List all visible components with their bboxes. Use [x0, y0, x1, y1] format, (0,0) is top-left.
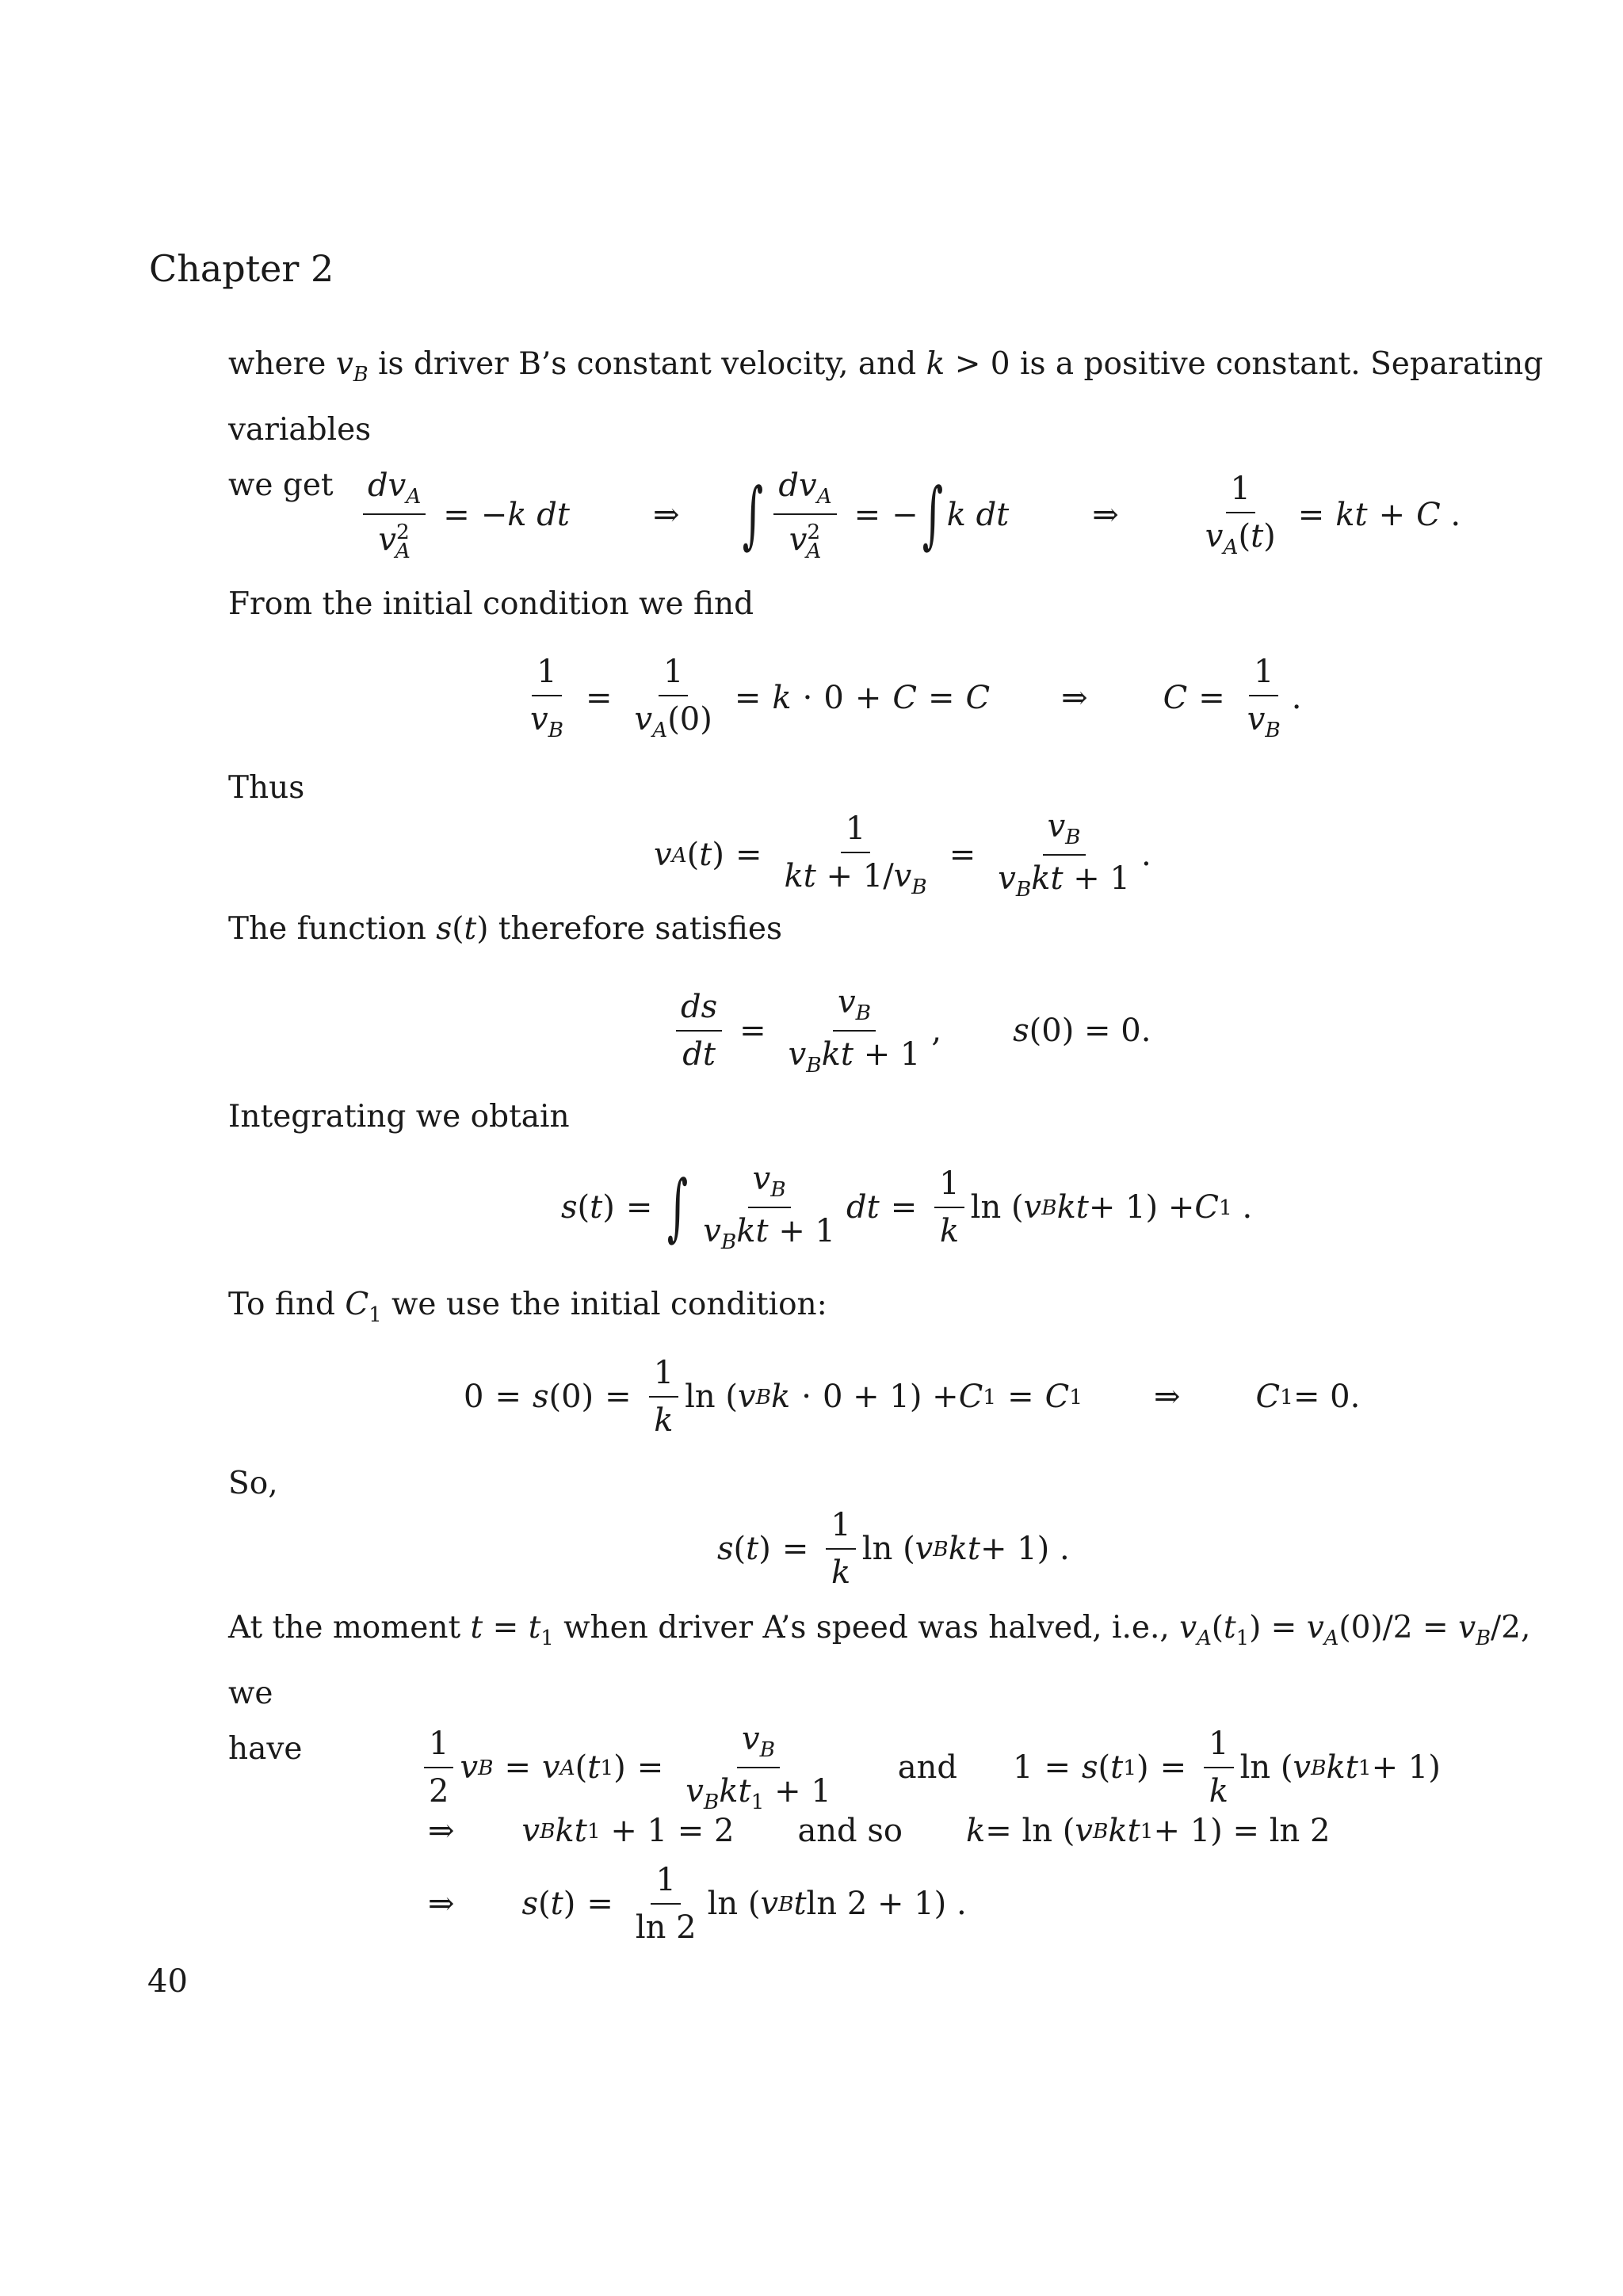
equation-constant-c: $\frac{1}{v_B}$ = $\frac{1}{v_A(0)}$ = k · 0 + C = C ⇒ C = $\frac{1}{v_B}$ .: [530, 654, 1302, 743]
paragraph-separating-variables: where $v_B$ is driver B’s constant velocity, and k > 0 is a positive constant. Separating variables we get: [228, 346, 1544, 503]
paragraph-find-c1: To find $C_1$ we use the initial condition:: [228, 1287, 827, 1327]
equation-halved-line2: ⇒ v B kt 1 + 1 = 2 and so k = ln ( v B kt 1 + 1) = ln 2: [428, 1813, 1331, 1849]
paragraph-function-s: The function s(t) therefore satisfies: [228, 911, 782, 947]
equation-halved-line1: $\frac{1}{2}$ v B = v A ( t 1 ) = $\frac{v_B}{v_Bkt_1 + 1}$ and 1 = s ( t 1 ) = $\frac{1}{k}$ ln ( v B kt 1 + 1): [424, 1721, 1441, 1814]
equation-ds-dt: $\frac{ds}{dt}$ = $\frac{v_B}{v_Bkt + 1}$ , s (0) = 0.: [670, 984, 1151, 1077]
equation-velocity-a: v A ( t ) = $\frac{1}{kt + 1/v_B}$ = $\frac{v_B}{v_Bkt + 1}$ .: [654, 808, 1151, 902]
page-number: 40: [147, 1963, 188, 2000]
paragraph-initial-condition: From the initial condition we find: [228, 586, 754, 622]
paragraph-so: So,: [228, 1466, 278, 1501]
paragraph-moment-t1: At the moment $t = t_1$ when driver A’s speed was halved, i.e., $v_A(t_1) = v_A(0)/2 = v_B/2$, we have: [228, 1610, 1531, 1767]
equation-s-result: s ( t ) = $\frac{1}{k}$ ln ( v B kt + 1) .: [717, 1507, 1070, 1591]
paragraph-integrating: Integrating we obtain: [228, 1099, 570, 1135]
equation-c1-zero: 0 = s (0) = $\frac{1}{k}$ ln ( v B k · 0 + 1) + C 1 = C 1 ⇒ C 1 = 0.: [464, 1355, 1361, 1439]
equation-separation: $\frac{dv_A}{v^2_A}$ = −k dt ⇒ ∫ $\frac{dv_A}{v^2_A}$ = − ∫ k dt ⇒ $\frac{1}{v_A(t)}$ = kt + C .: [357, 467, 1461, 563]
equation-s-integral: s ( t ) = ∫ $\frac{v_B}{v_Bkt + 1}$ dt = $\frac{1}{k}$ ln ( v B kt + 1) + C 1 .: [561, 1161, 1253, 1255]
equation-halved-line3: ⇒ s ( t ) = $\frac{1}{\ln 2}$ ln ( v B t ln 2 + 1) .: [428, 1862, 967, 1946]
chapter-header: Chapter 2: [149, 247, 334, 290]
paragraph-thus: Thus: [228, 770, 305, 806]
